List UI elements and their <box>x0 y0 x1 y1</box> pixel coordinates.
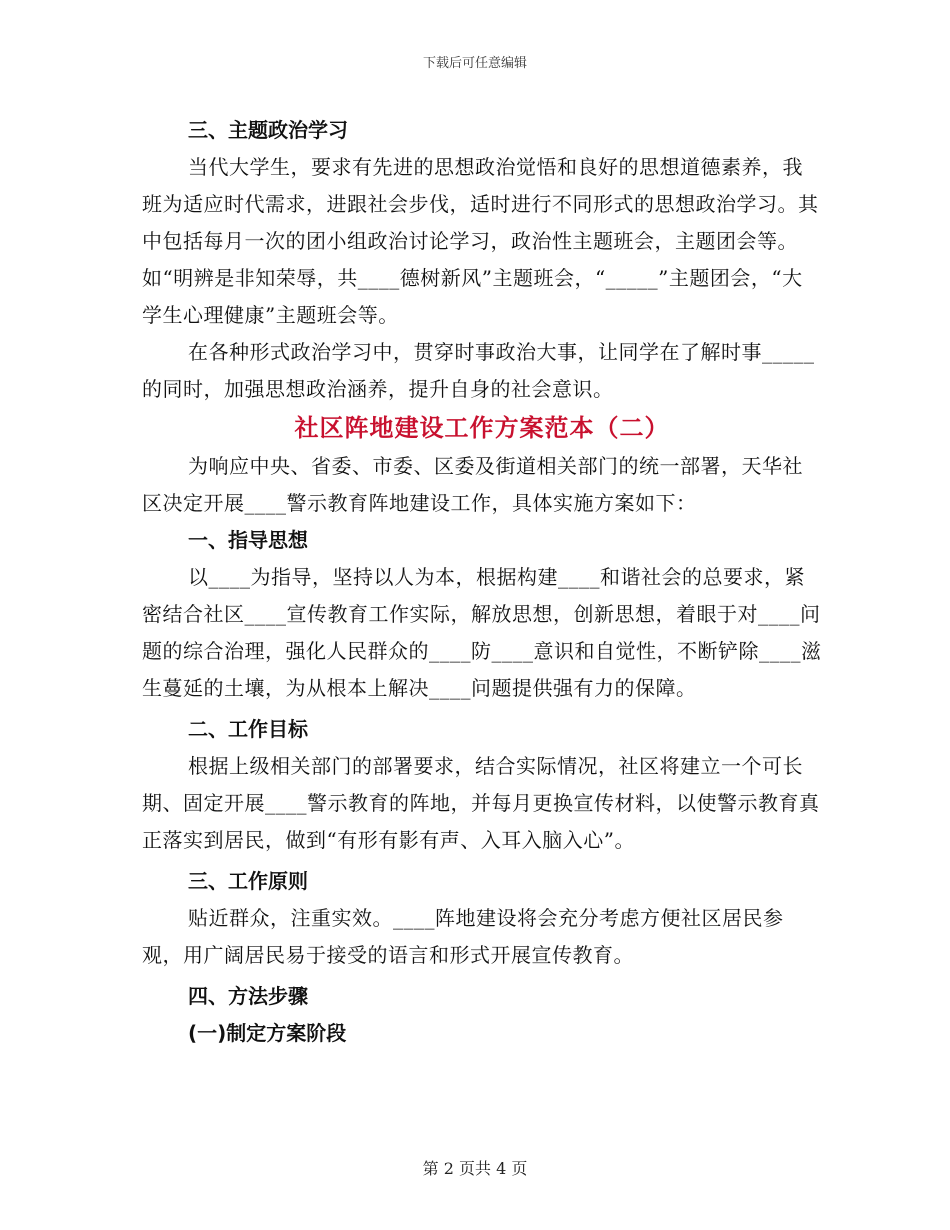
section-heading-1: 一、指导思想 <box>188 528 308 552</box>
paragraph-section-2: 根据上级相关部门的部署要求，结合实际情况，社区将建立一个可长期、固定开展____警示教育的阵地，并每月更换宣传材料，以使警示教育真正落实到居民，做到“有形有影有声、入耳入脑入心”。 <box>142 754 820 852</box>
document-body <box>142 112 822 1052</box>
paragraph-section-1: 以____为指导，坚持以人为本，根据构建____和谐社会的总要求，紧密结合社区____宣传教育工作实际，解放思想，创新思想，着眼于对____问题的综合治理，强化人民群众的____防____意识和自觉性，不断铲除____滋生蔓延的土壤，为从根本上解决____问题提供强有力的保障。 <box>142 565 822 700</box>
section-heading-3: 三、工作原则 <box>188 869 308 893</box>
paragraph-politics-2: 在各种形式政治学习中，贯穿时事政治大事，让同学在了解时事_____的同时，加强思想政治涵养，提升自身的社会意识。 <box>142 340 815 401</box>
section-heading-4: 四、方法步骤 <box>188 984 308 1008</box>
page-header: 下载后可任意编辑 <box>422 56 527 71</box>
paragraph-intro: 为响应中央、省委、市委、区委及街道相关部门的统一部署，天华社区决定开展____警示教育阵地建设工作，具体实施方案如下： <box>142 454 803 515</box>
document-title: 社区阵地建设工作方案范本（二） <box>294 414 670 442</box>
paragraph-section-3: 贴近群众，注重实效。____阵地建设将会充分考虑方便社区居民参观，用广阔居民易于接受的语言和形式开展宣传教育。 <box>142 906 784 967</box>
subsection-heading-4-1: (一)制定方案阶段 <box>188 1021 347 1045</box>
paragraph-politics-1: 当代大学生，要求有先进的思想政治觉悟和良好的思想道德素养，我班为适应时代需求，进跟社会步伐，适时进行不同形式的思想政治学习。其中包括每月一次的团小组政治讨论学习，政治性主题班会，主题团会等。如“明辨是非知荣辱，共____德树新风”主题班会，“_____”主题团会，“大学生心理健康”主题班会等。 <box>142 155 819 327</box>
page-footer: 第 2 页共 4 页 <box>422 1159 528 1178</box>
section-heading-2: 二、工作目标 <box>188 717 308 741</box>
section-heading-politics: 三、主题政治学习 <box>188 118 348 142</box>
